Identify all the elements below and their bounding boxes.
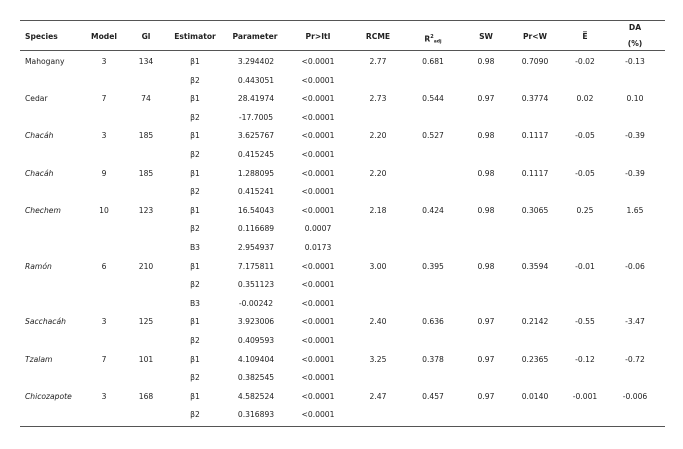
header-pr-t: Pr>ItI	[305, 32, 331, 41]
model-cell: 9	[101, 168, 107, 178]
parameter-cell: 0.443051	[237, 75, 275, 85]
pr-t-cell: <0.0001	[301, 298, 335, 308]
e-cell: 0.25	[576, 205, 594, 215]
e-cell: -0.02	[575, 57, 595, 66]
rcme-cell: 2.20	[369, 168, 387, 178]
prw-cell: 0.2142	[521, 317, 549, 327]
pr-t-cell: <0.0001	[301, 317, 335, 327]
r2-cell: 0.681	[422, 57, 444, 66]
gl-cell: 74	[141, 94, 151, 104]
gl-cell: 168	[138, 391, 154, 401]
e-cell: -0.12	[575, 354, 595, 364]
table-top-rule	[20, 20, 665, 21]
r2-cell: 0.424	[422, 205, 444, 215]
rcme-cell: 2.20	[369, 131, 387, 141]
header-rcme: RCME	[365, 32, 391, 41]
prw-cell: 0.1117	[521, 131, 549, 141]
r2-cell: 0.544	[422, 94, 444, 104]
estimator-cell: β1	[190, 354, 200, 364]
estimator-cell: β2	[190, 224, 200, 234]
sw-cell: 0.97	[477, 317, 495, 327]
rcme-cell: 3.25	[369, 354, 387, 364]
estimator-cell: β2	[190, 280, 200, 290]
parameter-cell: -0.00242	[238, 298, 274, 308]
parameter-cell: 1.288095	[237, 168, 275, 178]
gl-cell: 101	[138, 354, 154, 364]
pr-t-cell: <0.0001	[301, 150, 335, 159]
r2-cell: 0.395	[422, 261, 444, 271]
header-parameter: Parameter	[232, 32, 278, 41]
prw-cell: 0.3594	[521, 261, 549, 271]
estimator-cell: β1	[190, 94, 200, 104]
sw-cell: 0.98	[477, 131, 495, 141]
pr-t-cell: <0.0001	[301, 280, 335, 290]
pr-t-cell: <0.0001	[301, 94, 335, 104]
sw-cell: 0.98	[477, 57, 495, 66]
model-cell: 10	[99, 205, 109, 215]
species-name: Chicozapote	[25, 391, 72, 401]
pr-t-cell: <0.0001	[301, 131, 335, 141]
sw-cell: 0.97	[477, 354, 495, 364]
r2-cell: 0.636	[422, 317, 444, 327]
model-cell: 3	[101, 131, 107, 141]
pr-t-cell: <0.0001	[301, 261, 335, 271]
da-cell: -0.06	[625, 261, 645, 271]
r2-cell: 0.527	[422, 131, 444, 141]
pr-t-cell: <0.0001	[301, 112, 335, 122]
da-cell: -0.13	[625, 57, 645, 66]
gl-cell: 134	[138, 57, 154, 66]
pr-t-cell: <0.0001	[301, 373, 335, 383]
estimator-cell: β1	[190, 57, 200, 66]
estimator-cell: β2	[190, 112, 200, 122]
pr-t-cell: 0.0007	[304, 224, 332, 234]
header-ebar: E̅	[582, 32, 588, 41]
parameter-cell: 4.109404	[237, 354, 275, 364]
pr-t-cell: <0.0001	[301, 168, 335, 178]
parameter-cell: 0.415241	[237, 187, 275, 197]
species-name: Sacchacáh	[25, 317, 66, 327]
gl-cell: 125	[138, 317, 154, 327]
sw-cell: 0.97	[477, 391, 495, 401]
estimator-cell: β1	[190, 205, 200, 215]
model-cell: 3	[101, 57, 107, 66]
da-cell: -3.47	[625, 317, 645, 327]
parameter-cell: 0.415245	[237, 150, 275, 159]
r2-cell: 0.457	[422, 391, 444, 401]
estimator-cell: β2	[190, 373, 200, 383]
e-cell: -0.01	[575, 261, 595, 271]
prw-cell: 0.0140	[521, 391, 549, 401]
pr-t-cell: 0.0173	[304, 243, 332, 252]
model-cell: 7	[101, 94, 107, 104]
rcme-cell: 3.00	[369, 261, 387, 271]
parameter-cell: 0.409593	[237, 336, 275, 345]
header-sw: SW	[479, 32, 493, 41]
header-model: Model	[91, 32, 117, 41]
da-cell: -0.39	[625, 168, 645, 178]
rcme-cell: 2.18	[369, 205, 387, 215]
header-gl: Gl	[141, 32, 151, 41]
prw-cell: 0.2365	[521, 354, 549, 364]
da-cell: -0.39	[625, 131, 645, 141]
parameter-cell: 28.41974	[237, 94, 275, 104]
species-name: Mahogany	[25, 57, 65, 66]
estimator-cell: β1	[190, 168, 200, 178]
sw-cell: 0.98	[477, 168, 495, 178]
e-cell: -0.001	[572, 391, 598, 401]
pr-t-cell: <0.0001	[301, 75, 335, 85]
header-r2-base: R	[424, 34, 431, 44]
parameter-cell: 2.954937	[237, 243, 275, 252]
rcme-cell: 2.47	[369, 391, 387, 401]
da-cell: -0.72	[625, 354, 645, 364]
prw-cell: 0.3065	[521, 205, 549, 215]
header-r2adj	[424, 32, 441, 48]
gl-cell: 185	[138, 168, 154, 178]
gl-cell: 210	[138, 261, 154, 271]
parameter-cell: 3.923006	[237, 317, 275, 327]
parameter-cell: 3.625767	[237, 131, 275, 141]
model-cell: 7	[101, 354, 107, 364]
pr-t-cell: <0.0001	[301, 187, 335, 197]
parameter-cell: 0.351123	[237, 280, 275, 290]
prw-cell: 0.3774	[521, 94, 549, 104]
sw-cell: 0.98	[477, 205, 495, 215]
r2-cell: 0.378	[422, 354, 444, 364]
parameter-cell: -17.7005	[238, 112, 274, 122]
pr-t-cell: <0.0001	[301, 336, 335, 345]
parameter-cell: 4.582524	[237, 391, 275, 401]
pr-t-cell: <0.0001	[301, 57, 335, 66]
rcme-cell: 2.40	[369, 317, 387, 327]
estimator-cell: β2	[190, 410, 200, 420]
species-name: Chechem	[25, 205, 61, 215]
species-name: Ramón	[25, 261, 52, 271]
model-cell: 6	[101, 261, 107, 271]
table-header-rule	[20, 50, 665, 51]
parameter-cell: 0.382545	[237, 373, 275, 383]
parameter-cell: 16.54043	[237, 205, 275, 215]
rcme-cell: 2.73	[369, 94, 387, 104]
prw-cell: 0.7090	[521, 57, 549, 66]
sw-cell: 0.98	[477, 261, 495, 271]
estimator-cell: β1	[190, 391, 200, 401]
estimator-cell: β1	[190, 317, 200, 327]
parameter-cell: 0.316893	[237, 410, 275, 420]
species-name: Chacáh	[25, 131, 54, 141]
pr-t-cell: <0.0001	[301, 410, 335, 420]
e-cell: -0.55	[575, 317, 595, 327]
e-cell: -0.05	[575, 131, 595, 141]
species-name: Cedar	[25, 94, 48, 104]
header-pr-w: Pr<W	[522, 32, 548, 41]
estimator-cell: β2	[190, 150, 200, 159]
e-cell: -0.05	[575, 168, 595, 178]
species-name: Tzalam	[25, 354, 53, 364]
header-da: DA	[628, 23, 642, 32]
gl-cell: 123	[138, 205, 154, 215]
da-cell: -0.006	[622, 391, 648, 401]
prw-cell: 0.1117	[521, 168, 549, 178]
parameter-cell: 3.294402	[237, 57, 275, 66]
rcme-cell: 2.77	[369, 57, 387, 66]
sw-cell: 0.97	[477, 94, 495, 104]
header-r2-sub: adj	[433, 39, 442, 45]
pr-t-cell: <0.0001	[301, 354, 335, 364]
e-cell: 0.02	[576, 94, 594, 104]
estimator-cell: B3	[189, 298, 201, 308]
gl-cell: 185	[138, 131, 154, 141]
estimator-cell: B3	[189, 243, 201, 252]
model-cell: 3	[101, 317, 107, 327]
da-cell: 1.65	[626, 205, 644, 215]
da-cell: 0.10	[626, 94, 644, 104]
estimator-cell: β1	[190, 131, 200, 141]
header-da-unit: (%)	[627, 39, 643, 48]
model-cell: 3	[101, 391, 107, 401]
parameter-cell: 7.175811	[237, 261, 275, 271]
table-bottom-rule	[20, 426, 665, 427]
header-species: Species	[25, 32, 58, 41]
estimator-cell: β2	[190, 336, 200, 345]
parameter-cell: 0.116689	[237, 224, 275, 234]
estimator-cell: β2	[190, 187, 200, 197]
estimator-cell: β1	[190, 261, 200, 271]
pr-t-cell: <0.0001	[301, 205, 335, 215]
estimator-cell: β2	[190, 75, 200, 85]
species-name: Chacáh	[25, 168, 54, 178]
pr-t-cell: <0.0001	[301, 391, 335, 401]
header-r2-sup: 2	[430, 34, 434, 40]
header-estimator: Estimator	[174, 32, 216, 41]
